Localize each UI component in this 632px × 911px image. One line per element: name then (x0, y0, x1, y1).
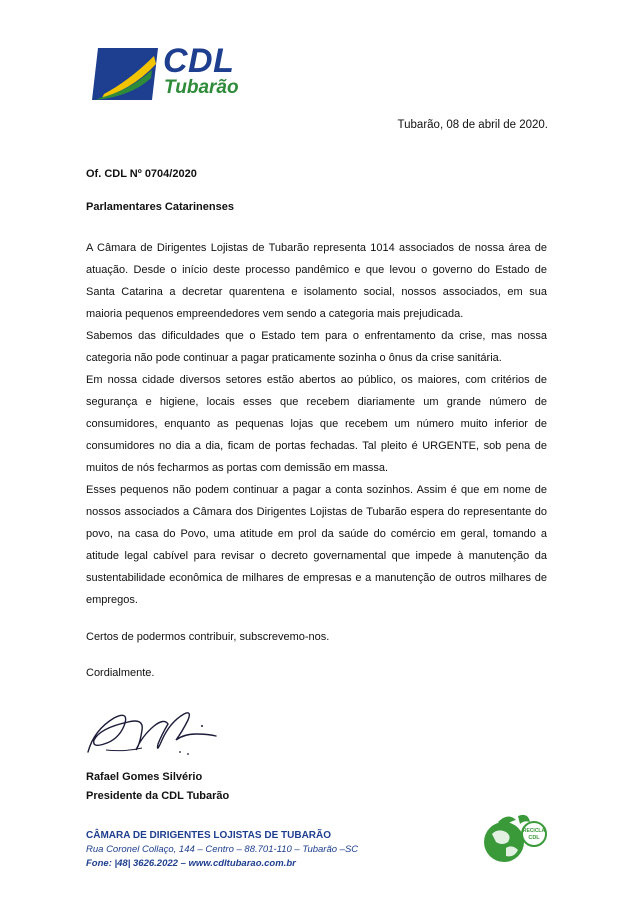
footer-organization: CÂMARA DE DIRIGENTES LOJISTAS DE TUBARÃO (86, 830, 332, 841)
svg-text:RECICLA: RECICLA (522, 828, 546, 834)
footer-address: Rua Coronel Collaço, 144 – Centro – 88.701-110 – Tubarão –SC (86, 844, 359, 855)
letter-closing: Certos de podermos contribuir, subscrevemo-nos. (86, 631, 330, 643)
body-paragraph: Sabemos das dificuldades que o Estado tem para o enfrentamento da crise, mas nossa categoria não pode continuar a pagar praticamente sozinha o ônus da crise sanitária. (86, 330, 547, 364)
signer-title: Presidente da CDL Tubarão (86, 790, 230, 802)
recicla-cdl-logo (478, 810, 550, 870)
letter-reference: Of. CDL Nº 0704/2020 (86, 168, 197, 180)
letter-salutation: Cordialmente. (86, 667, 155, 679)
letter-addressee: Parlamentares Catarinenses (86, 201, 234, 213)
signer-name: Rafael Gomes Silvério (86, 771, 203, 783)
footer-phone: Fone: |48| 3626.2022 – www.cdltubarao.com.br (86, 858, 296, 869)
letter-date: Tubarão, 08 de abril de 2020. (397, 119, 548, 131)
handwritten-signature (84, 700, 224, 768)
body-paragraph: Esses pequenos não podem continuar a pagar a conta sozinhos. Assim é que em nome de nossos associados a Câmara dos Dirigentes Lojistas de Tubarão espera do representante do povo, na casa do Povo, uma atitude em prol da saúde do comércio em geral, tomando a atitude legal cabível para revisar o decreto governamental que impede à manutenção da sustentabilidade econômica de milhares de empresas e a manutenção de outros milhares de empregos. (86, 484, 547, 606)
cdl-logo (90, 40, 250, 104)
body-paragraph: A Câmara de Dirigentes Lojistas de Tubarão representa 1014 associados de nossa área de atuação. Desde o início deste processo pandêmico e que levou o governo do Estado de Santa Catarina a decretar quarentena e isolamento social, nossos associados, em sua maioria pequenos empreendedores vem sendo a categoria mais prejudicada. (86, 242, 547, 320)
body-paragraph: Em nossa cidade diversos setores estão abertos ao público, os maiores, com critérios de segurança e higiene, locais esses que recebem diariamente um grande número de consumidores, enquanto as pequenas lojas que recebem um número muito inferior de consumidores no dia a dia, ficam de portas fechadas. Tal pleito é URGENTE, sob pena de muitos de nós fecharmos as portas com demissão em massa. (86, 374, 547, 474)
letter-body (86, 237, 547, 611)
svg-text:CDL: CDL (528, 835, 540, 841)
logo-text-cdl: CDL (163, 42, 235, 80)
logo-text-tubarao: Tubarão (164, 77, 239, 98)
